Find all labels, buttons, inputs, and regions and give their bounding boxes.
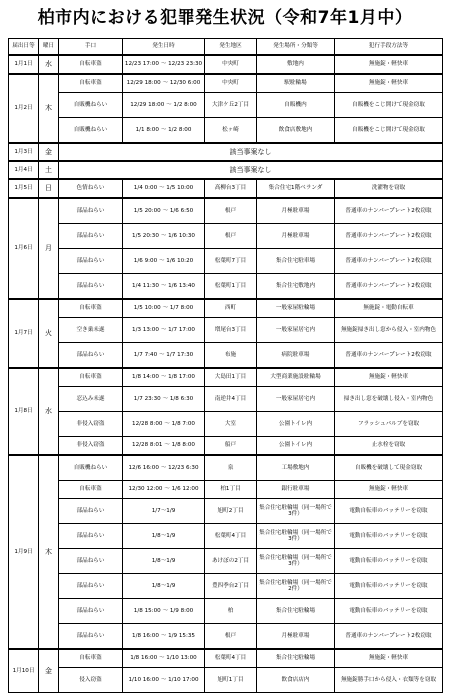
table-row [9,668,443,693]
header-cell: 犯行手段方法等 [335,39,443,56]
area-cell: 松葉町1丁目 [205,274,257,300]
means-cell: 普通車のナンバープレート2枚窃取 [335,343,443,369]
table-row [9,368,443,387]
area-cell: 柏1丁目 [205,481,257,499]
table-row [9,179,443,198]
header-cell: 発生日時 [123,39,205,56]
datetime-cell: 1/7～1/9 [123,499,205,524]
place-cell: 飲食店敷地内 [257,118,335,144]
place-cell: 集合住宅駐輪場（同一場所で3件） [257,499,335,524]
weekday-cell: 日 [39,179,59,198]
method-cell: 部品ねらい [59,599,123,624]
area-cell: 豊四季台2丁目 [205,574,257,599]
area-cell: 旭町2丁目 [205,499,257,524]
datetime-cell: 1/8～1/9 [123,524,205,549]
datetime-cell: 1/6 9:00 ～ 1/6 10:20 [123,249,205,274]
method-cell: 自販機ねらい [59,455,123,481]
date-group [9,161,443,179]
table-row [9,224,443,249]
method-cell: 部品ねらい [59,499,123,524]
date-cell: 1月2日 [9,74,39,143]
method-cell: 自転車盗 [59,55,123,74]
area-cell: 根戸 [205,224,257,249]
method-cell: 自転車盗 [59,74,123,93]
means-cell: 無施錠・軽快車 [335,74,443,93]
method-cell: 自転車盗 [59,649,123,668]
area-cell: 柏 [205,599,257,624]
method-cell: 色情ねらい [59,179,123,198]
means-cell: 自販機を破壊して現金窃取 [335,455,443,481]
means-cell: 普通車のナンバープレート2枚窃取 [335,624,443,650]
table-row [9,499,443,524]
page-title: 柏市内における犯罪発生状況（令和7年1月中） [37,8,413,28]
means-cell: 無施錠・軽快車 [335,481,443,499]
date-group [9,55,443,74]
method-cell: 非侵入窃盗 [59,412,123,437]
place-cell: 銀行駐車場 [257,481,335,499]
date-group [9,368,443,455]
date-cell: 1月3日 [9,143,39,161]
date-group [9,74,443,143]
place-cell: 集合住宅駐輪場（同一場所で3件） [257,549,335,574]
weekday-cell: 火 [39,299,59,368]
header-cell: 曜日 [39,39,59,56]
method-cell: 自転車盗 [59,481,123,499]
area-cell: 高柳台3丁目 [205,179,257,198]
date-group [9,143,443,161]
means-cell: 電動自転車のバッテリーを窃取 [335,574,443,599]
place-cell: 集合住宅1階ベランダ [257,179,335,198]
means-cell: 普通車のナンバープレート2枚窃取 [335,274,443,300]
datetime-cell: 1/8 15:00 ～ 1/9 8:00 [123,599,205,624]
table-row [9,624,443,650]
means-cell: 掃き出し窓を破壊し侵入・室内物色 [335,387,443,412]
header-cell: 発生地区 [205,39,257,56]
place-cell: 集合住宅駐輪場 [257,599,335,624]
method-cell: 自転車盗 [59,299,123,318]
table-row [9,198,443,224]
area-cell: 根戸 [205,624,257,650]
means-cell: 普通車のナンバープレート2枚窃取 [335,224,443,249]
method-cell: 部品ねらい [59,198,123,224]
place-cell: 駅駐輪場 [257,74,335,93]
table-row [9,524,443,549]
area-cell: 増尾台3丁目 [205,318,257,343]
area-cell: 中央町 [205,55,257,74]
datetime-cell: 1/7 7:40 ～ 1/7 17:30 [123,343,205,369]
area-cell: 旭町1丁目 [205,668,257,693]
datetime-cell: 12/28 8:01 ～ 1/8 8:00 [123,437,205,456]
crime-table-wrapper [8,38,442,693]
datetime-cell: 1/3 13:00 ～ 1/7 17:00 [123,318,205,343]
place-cell: 月極駐車場 [257,198,335,224]
place-cell: 自販機内 [257,93,335,118]
means-cell: 普通車のナンバープレート2枚窃取 [335,198,443,224]
place-cell: 集合住宅駐輪場 [257,649,335,668]
table-row [9,599,443,624]
means-cell: 電動自転車のバッテリーを窃取 [335,599,443,624]
table-header-row [9,39,443,56]
weekday-cell: 月 [39,198,59,299]
table-row [9,481,443,499]
method-cell: 部品ねらい [59,274,123,300]
datetime-cell: 1/5 20:00 ～ 1/6 6:50 [123,198,205,224]
place-cell: 公園トイレ内 [257,437,335,456]
date-cell: 1月1日 [9,55,39,74]
means-cell: 無施錠勝手口から侵入・衣類等を窃取 [335,668,443,693]
place-cell: 月極駐車場 [257,624,335,650]
means-cell: 電動自転車のバッテリーを窃取 [335,549,443,574]
datetime-cell: 1/4 11:30 ～ 1/6 13:40 [123,274,205,300]
method-cell: 自販機ねらい [59,118,123,144]
means-cell: 普通車のナンバープレート2枚窃取 [335,249,443,274]
date-group [9,179,443,198]
table-row [9,93,443,118]
table-row [9,161,443,179]
area-cell: 松葉町7丁目 [205,249,257,274]
means-cell: 自販機をこじ開けて現金窃取 [335,118,443,144]
method-cell: 忍込み未遂 [59,387,123,412]
table-row [9,412,443,437]
datetime-cell: 12/29 18:00 ～ 12/30 6:00 [123,74,205,93]
method-cell: 部品ねらい [59,224,123,249]
method-cell: 部品ねらい [59,249,123,274]
method-cell: 非侵入窃盗 [59,437,123,456]
datetime-cell: 12/28 8:00 ～ 1/8 7:00 [123,412,205,437]
place-cell: 工場敷地内 [257,455,335,481]
table-row [9,455,443,481]
place-cell: 大型商業施設駐輪場 [257,368,335,387]
area-cell: 泉 [205,455,257,481]
table-row [9,74,443,93]
date-group [9,455,443,649]
weekday-cell: 水 [39,55,59,74]
datetime-cell: 1/8 16:00 ～ 1/10 13:00 [123,649,205,668]
table-row [9,549,443,574]
place-cell: 集合住宅駐車場 [257,249,335,274]
area-cell: 西町 [205,299,257,318]
means-cell: 無施錠掃き出し窓から侵入・室内物色 [335,318,443,343]
date-cell: 1月5日 [9,179,39,198]
method-cell: 空き巣未遂 [59,318,123,343]
no-incident-cell: 該当事案なし [59,143,443,161]
means-cell: 無施錠・軽快車 [335,368,443,387]
table-row [9,118,443,144]
means-cell: 洗濯物を窃取 [335,179,443,198]
place-cell: 一般家屋駐輪場 [257,299,335,318]
table-row [9,299,443,318]
method-cell: 部品ねらい [59,574,123,599]
method-cell: 部品ねらい [59,524,123,549]
area-cell: 根戸 [205,198,257,224]
date-cell: 1月6日 [9,198,39,299]
area-cell: 大津ケ丘2丁目 [205,93,257,118]
area-cell: 中央町 [205,74,257,93]
weekday-cell: 金 [39,143,59,161]
means-cell: 無施錠・軽快車 [335,649,443,668]
area-cell: あけぼの2丁目 [205,549,257,574]
header-cell: 発生場所・分類等 [257,39,335,56]
table-row [9,649,443,668]
datetime-cell: 1/5 10:00 ～ 1/7 8:00 [123,299,205,318]
datetime-cell: 1/8～1/9 [123,574,205,599]
table-row [9,437,443,456]
place-cell: 月極駐車場 [257,224,335,249]
weekday-cell: 土 [39,161,59,179]
means-cell: 電動自転車のバッテリーを窃取 [335,524,443,549]
means-cell: 自販機をこじ開けて現金窃取 [335,93,443,118]
datetime-cell: 1/7 23:30 ～ 1/8 6:30 [123,387,205,412]
table-row [9,143,443,161]
place-cell: 病院駐車場 [257,343,335,369]
table-row [9,249,443,274]
date-group [9,198,443,299]
area-cell: 大室 [205,412,257,437]
table-row [9,318,443,343]
datetime-cell: 1/8～1/9 [123,549,205,574]
table-row [9,55,443,74]
area-cell: 松葉町4丁目 [205,649,257,668]
place-cell: 一般家屋居宅内 [257,387,335,412]
means-cell: 電動自転車のバッテリーを窃取 [335,499,443,524]
weekday-cell: 金 [39,649,59,693]
place-cell: 公園トイレ内 [257,412,335,437]
weekday-cell: 木 [39,74,59,143]
datetime-cell: 1/1 8:00 ～ 1/2 8:00 [123,118,205,144]
area-cell: 大島田1丁目 [205,368,257,387]
datetime-cell: 12/6 16:00 ～ 12/23 6:30 [123,455,205,481]
table-row [9,343,443,369]
place-cell: 一般家屋居宅内 [257,318,335,343]
datetime-cell: 12/30 12:00 ～ 1/6 12:00 [123,481,205,499]
date-cell: 1月10日 [9,649,39,693]
date-cell: 1月9日 [9,455,39,649]
means-cell: フラッシュバルブを窃取 [335,412,443,437]
table-row [9,574,443,599]
area-cell: 船戸 [205,437,257,456]
means-cell: 止水栓を窃取 [335,437,443,456]
weekday-cell: 水 [39,368,59,455]
area-cell: 南逆井4丁目 [205,387,257,412]
method-cell: 部品ねらい [59,343,123,369]
date-cell: 1月4日 [9,161,39,179]
header-cell: 届出日等 [9,39,39,56]
datetime-cell: 1/4 0:00 ～ 1/5 10:00 [123,179,205,198]
area-cell: 松葉町4丁目 [205,524,257,549]
header-cell: 手口 [59,39,123,56]
area-cell: 布施 [205,343,257,369]
method-cell: 部品ねらい [59,624,123,650]
datetime-cell: 1/10 16:00 ～ 1/10 17:00 [123,668,205,693]
place-cell: 集合住宅駐輪場（同一場所で3件） [257,524,335,549]
method-cell: 部品ねらい [59,549,123,574]
date-cell: 1月7日 [9,299,39,368]
date-cell: 1月8日 [9,368,39,455]
datetime-cell: 12/23 17:00 ～ 12/23 23:30 [123,55,205,74]
no-incident-cell: 該当事案なし [59,161,443,179]
datetime-cell: 1/8 16:00 ～ 1/9 15:35 [123,624,205,650]
datetime-cell: 1/8 14:00 ～ 1/8 17:00 [123,368,205,387]
means-cell: 無施錠・軽快車 [335,55,443,74]
method-cell: 自販機ねらい [59,93,123,118]
area-cell: 松ヶ崎 [205,118,257,144]
table-row [9,387,443,412]
datetime-cell: 12/29 18:00 ～ 1/2 8:00 [123,93,205,118]
datetime-cell: 1/5 20:30 ～ 1/6 10:30 [123,224,205,249]
date-group [9,299,443,368]
place-cell: 敷地内 [257,55,335,74]
date-group [9,649,443,693]
weekday-cell: 木 [39,455,59,649]
method-cell: 侵入窃盗 [59,668,123,693]
place-cell: 集合住宅駐輪場（同一場所で2件） [257,574,335,599]
means-cell: 無施錠・電動自転車 [335,299,443,318]
place-cell: 飲食店店内 [257,668,335,693]
place-cell: 集合住宅敷地内 [257,274,335,300]
crime-table [8,38,443,693]
method-cell: 自転車盗 [59,368,123,387]
table-row [9,274,443,300]
